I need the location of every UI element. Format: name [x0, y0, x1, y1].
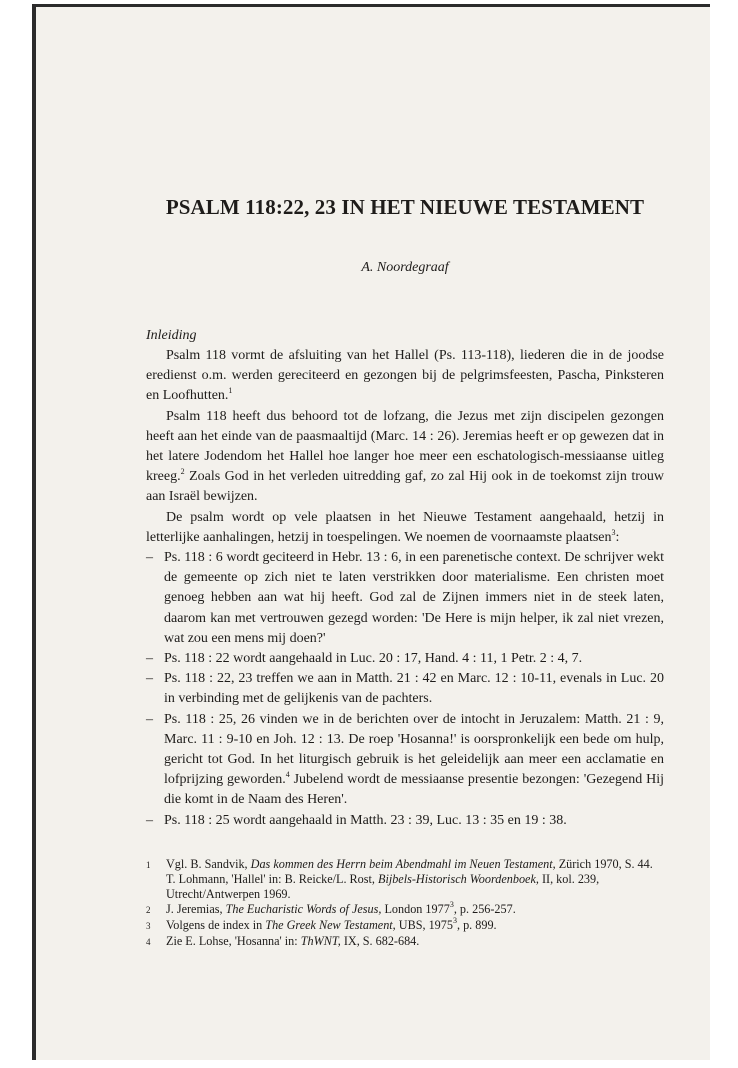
footnote-ref: 3: [611, 527, 616, 537]
scanned-page: [32, 4, 710, 1060]
list-item-text: Ps. 118 : 22, 23 treffen we aan in Matth. 21 : 42 en Marc. 12 : 10-11, evenals in Luc. 20 in verbinding met de gelijkenis van de pachters.: [164, 671, 664, 707]
list-dash: –: [146, 651, 153, 667]
paragraph: Psalm 118 heeft dus behoord tot de lofzang, die Jezus met zijn discipelen gezongen heeft aan het einde van de paasmaaltijd (Marc. 14 : 26). Jeremias heeft er op gewezen dat in het latere Jodendom het Hallel hoe langer hoe meer een eschatologisch-messiaanse uitleg kreeg.$^2$ Zoals God in het verleden uitredding gaf, zo zal Hij ook in de toekomst zijn trouw aan Israël bewijzen.: [146, 408, 664, 505]
section-heading: Inleiding: [146, 328, 197, 343]
list-dash: –: [146, 671, 153, 687]
article-title: PSALM 118:22, 23 IN HET NIEUWE TESTAMENT: [165, 195, 645, 219]
footnote: [146, 899, 664, 918]
list-item-text: Ps. 118 : 22 wordt aangehaald in Luc. 20 : 17, Hand. 4 : 11, 1 Petr. 2 : 4, 7.: [164, 651, 583, 667]
footnote-text: J. Jeremias, The Eucharistic Words of Jesus, London 1977$^3$, p. 256-257.: [166, 899, 516, 916]
footnote-number: 1: [146, 859, 151, 870]
author-name: A. Noordegraaf: [361, 260, 449, 275]
list-dash: –: [146, 711, 153, 727]
footnote-number: 3: [146, 920, 151, 931]
body-text: [146, 346, 664, 831]
list-item-text: Ps. 118 : 25, 26 vinden we in de berichten over de intocht in Jeruzalem: Matth. 21 : 9, Marc. 11 : 9-10 en Joh. 12 : 13. De roep 'Hosanna!' is oorspronkelijk een bede om hulp, gericht tot God. In het liturgisch gebruik is het geleidelijk aan meer een acclamatie en lofprijzing geworden.$^4$ Jubelend wordt de messiaanse presentie bezongen: 'Gezegend Hij die komt in de Naam des Heren'.: [164, 711, 665, 808]
list-item: [146, 548, 664, 649]
article: [146, 195, 664, 950]
list-item: [146, 710, 664, 811]
footnote-number: 4: [146, 936, 151, 947]
footnote: [146, 915, 664, 934]
footnote-number: 2: [146, 904, 151, 915]
footnote: [146, 934, 664, 950]
footnote: [146, 857, 664, 902]
list-dash: –: [146, 550, 153, 566]
footnote-ref: 1: [228, 386, 233, 396]
footnote-text: Volgens de index in The Greek New Testament, UBS, 1975$^3$, p. 899.: [166, 915, 497, 932]
list-item: [146, 811, 664, 831]
footnote-ref: 4: [285, 770, 290, 780]
paragraph: De psalm wordt op vele plaatsen in het Nieuwe Testament aangehaald, hetzij in letterlijke aanhalingen, hetzij in toespelingen. We noemen de voornaamste plaatsen$^3$:: [146, 509, 664, 545]
list-item-text: Ps. 118 : 6 wordt geciteerd in Hebr. 13 : 6, in een parenetische context. De schrijver wekt de gemeente op zich niet te laten verstrikken door materialisme. Een christen moet genoeg hebben aan wat hij heeft. God zal de Zijnen immers niet in de steek laten, daarom kan met vertrouwen gezegd worden: 'De Here is mijn helper, ik zal niet vrezen, wat zou een mens mij doen?': [164, 550, 664, 646]
list-dash: –: [146, 812, 153, 828]
list-item: [146, 649, 664, 669]
footnote-text: Vgl. B. Sandvik, Das kommen des Herrn beim Abendmahl im Neuen Testament, Zürich 1970, S. 44. T. Lohmann, 'Hallel' in: B. Reicke/L. Rost, Bijbels-Historisch Woordenboek, II, kol. 239, Utrecht/Antwerpen 1969.: [166, 856, 653, 901]
list-item: [146, 669, 664, 709]
list-item-text: Ps. 118 : 25 wordt aangehaald in Matth. 23 : 39, Luc. 13 : 35 en 19 : 38.: [164, 812, 567, 828]
footnote-ref: 2: [180, 467, 185, 477]
footnotes: [146, 857, 664, 950]
footnote-text: Zie E. Lohse, 'Hosanna' in: ThWNT, IX, S. 682-684.: [166, 933, 420, 948]
paragraph: Psalm 118 vormt de afsluiting van het Hallel (Ps. 113-118), liederen die in de joodse eredienst o.m. werden gereciteerd en gezongen bij de pelgrimsfeesten, Pascha, Pinksteren en Loofhutten.$^1$: [146, 348, 664, 404]
